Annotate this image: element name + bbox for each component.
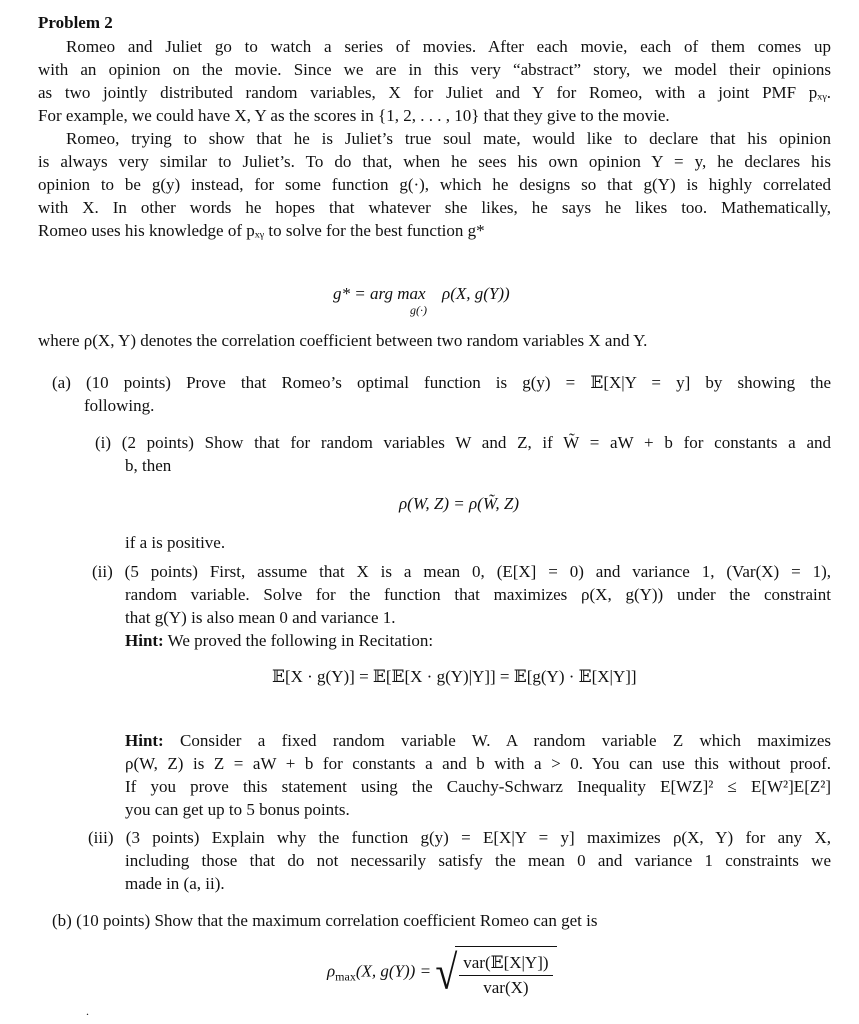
intro-line-1: Romeo and Juliet go to watch a series of movies. After each movie, each of them comes up	[66, 37, 831, 56]
rho-symbol: ρ	[327, 961, 336, 981]
hint-text: Consider a fixed random variable W. A random variable Z which maximizes	[163, 731, 831, 750]
equation-argmax	[333, 283, 510, 305]
part-a-i-line-2: b, then	[125, 456, 172, 475]
square-root	[435, 946, 556, 999]
part-a-iii-line-1: (iii) (3 points) Explain why the function g(y) = E[X|Y = y] maximizes ρ(X, Y) for any X,	[88, 828, 831, 847]
hint-text: We proved the following in Recitation:	[163, 631, 434, 650]
radical-sign: √	[435, 944, 458, 999]
part-a-iii-line-2: including those that do not necessarily satisfy the mean 0 and variance 1 constraints we	[125, 851, 831, 870]
intro-line-6: is always very similar to Juliet’s. To do that, when he sees his own opinion Y = y, he declares his	[38, 152, 831, 171]
hint-label: Hint:	[125, 631, 164, 650]
part-a-ii-equation: 𝔼[X · g(Y)] = 𝔼[𝔼[X · g(Y)|Y]] = 𝔼[g(Y) · 𝔼[X|Y]]	[272, 667, 637, 686]
equation-argmax-subscript: g(·)	[410, 303, 427, 317]
fraction-numerator: var(𝔼[X|Y])	[459, 952, 552, 976]
part-a-ii-line-1: (ii) (5 points) First, assume that X is a mean 0, (E[X] = 0) and variance 1, (Var(X) = 1),	[92, 562, 831, 581]
where-line: where ρ(X, Y) denotes the correlation coefficient between two random variables X and Y.	[38, 331, 648, 350]
intro-line-9: Romeo uses his knowledge of pₓᵧ to solve for the best function g*	[38, 221, 485, 240]
part-a-ii-hint-2-line-3: If you prove this statement using the Cauchy-Schwarz Inequality E[WZ]² ≤ E[W²]E[Z²]	[125, 777, 831, 796]
part-a-i-line-1: (i) (2 points) Show that for random variables W and Z, if W̃ = aW + b for constants a and	[95, 433, 831, 452]
intro-line-3: as two jointly distributed random variables, X for Juliet and Y for Romeo, with a joint PMF pₓᵧ.	[38, 83, 831, 102]
part-b-line-1: (b) (10 points) Show that the maximum correlation coefficient Romeo can get is	[52, 911, 598, 930]
part-a-i-equation: ρ(W, Z) = ρ(W̃, Z)	[399, 494, 520, 513]
trailing-mark: .	[86, 1004, 89, 1018]
part-a-ii-hint-2-line-4: you can get up to 5 bonus points.	[125, 800, 350, 819]
part-a-ii-hint-2-line-1	[125, 730, 831, 752]
intro-line-7: opinion to be g(y) instead, for some function g(·), which he designs so that g(Y) is highly correlated	[38, 175, 831, 194]
equation-argmax-rhs: ρ(X, g(Y))	[442, 284, 510, 303]
intro-line-5: Romeo, trying to show that he is Juliet’s true soul mate, would like to declare that his opinion	[66, 129, 831, 148]
hint-label: Hint:	[125, 731, 164, 750]
fraction	[459, 952, 552, 999]
rho-subscript: max	[335, 969, 356, 984]
part-a-iii-line-3: made in (a, ii).	[125, 874, 225, 893]
part-a-line-1: (a) (10 points) Prove that Romeo’s optimal function is g(y) = 𝔼[X|Y = y] by showing the	[52, 373, 831, 392]
intro-line-8: with X. In other words he hopes that whatever she likes, he says he likes too. Mathematically,	[38, 198, 831, 217]
part-a-ii-hint-2-line-2: ρ(W, Z) is Z = aW + b for constants a and b with a > 0. You can use this without proof.	[125, 754, 831, 773]
part-b-equation	[327, 946, 557, 1000]
part-a-ii-line-3: that g(Y) is also mean 0 and variance 1.	[125, 608, 396, 627]
radicand	[455, 946, 556, 999]
intro-line-2: with an opinion on the movie. Since we are in this very “abstract” story, we model their opinions	[38, 60, 831, 79]
part-b-equation-mid: (X, g(Y)) =	[355, 961, 432, 981]
problem-title: Problem 2	[38, 13, 113, 32]
part-a-line-2: following.	[84, 396, 155, 415]
part-a-ii-hint-1	[125, 630, 433, 652]
part-a-i-line-3: if a is positive.	[125, 533, 226, 552]
fraction-denominator: var(X)	[483, 977, 529, 997]
equation-argmax-lhs: g* = arg max	[333, 284, 426, 303]
part-a-ii-line-2: random variable. Solve for the function that maximizes ρ(X, g(Y)) under the constraint	[125, 585, 831, 604]
intro-line-4: For example, we could have X, Y as the scores in {1, 2, . . . , 10} that they give to the movie.	[38, 106, 670, 125]
